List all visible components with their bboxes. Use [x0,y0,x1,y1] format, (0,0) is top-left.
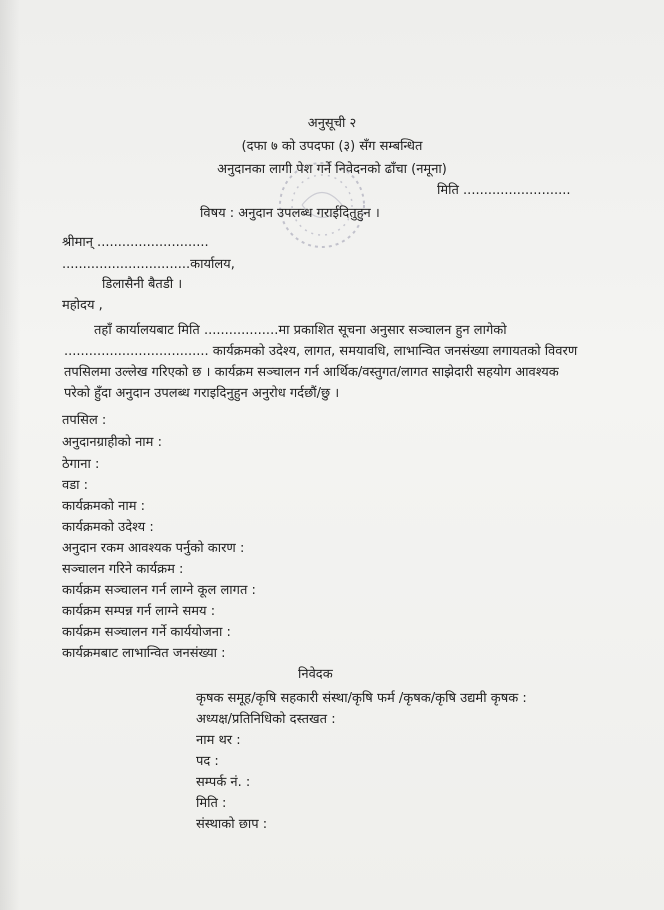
applicant-field: नाम थर : [196,733,241,748]
body-paragraph [64,320,584,404]
details-field: कार्यक्रम सञ्चालन गर्न लाग्ने कूल लागत : [62,583,256,598]
applicant-field: सम्पर्क नं. : [196,775,251,790]
applicant-field: संस्थाको छाप : [196,817,268,832]
annex-subtitle: (दफा ७ को उपदफा (३) सँग सम्बन्धित [241,139,423,154]
place-line: डिलासैनी बैतडी । [102,277,183,292]
details-field: कार्यक्रम सम्पन्न गर्न लाग्ने समय : [62,604,216,619]
salutation: श्रीमान् ........................... [62,235,209,250]
subject-line: विषय : अनुदान उपलब्ध गराईदितुहुन । [200,206,380,221]
greeting: महोदय , [62,298,103,313]
details-field: वडा : [62,478,89,493]
body-text: तहाँ कार्यालयबाट मिति ..................मा प्रकाशित सूचना अनुसार सञ्चालन हुन लागेको ................................... कार्यक्रमको उदेश्य, लागत, समयावधि, लाभान्वित जनसंख्या लगायतको विवरण तपसिलमा उल्लेख गरिएको छ । कार्यक्रम सञ्चालन गर्न आर्थिक/वस्तुगत/लागत साझेदारी सहयोग आवश्यक परेको हुँदा अनुदान उपलब्ध गराइदिनुहुन अनुरोध गर्दछौं/छु । [64,323,578,401]
applicant-field: अध्यक्ष/प्रतिनिधिको दस्तखत : [196,712,336,727]
details-field: ठेगाना : [62,457,100,472]
details-field: अनुदानग्राहीको नाम : [62,435,162,450]
details-field: कार्यक्रमको उदेश्य : [62,520,154,535]
office-line: ...............................कार्यालय, [62,257,235,272]
details-field: अनुदान रकम आवश्यक पर्नुको कारण : [62,541,245,556]
scan-shadow [0,0,20,910]
details-heading: तपसिल : [62,413,107,428]
applicant-field: पद : [196,754,219,769]
details-field: कार्यक्रम सञ्चालन गर्ने कार्ययोजना : [62,625,231,640]
details-field: कार्यक्रमबाट लाभान्वित जनसंख्या : [62,646,226,661]
details-field: कार्यक्रमको नाम : [62,499,146,514]
details-field: सञ्चालन गरिने कार्यक्रम : [62,562,184,577]
date-line: मिति .......................... [437,183,571,198]
applicant-heading: निवेदक [298,667,333,682]
applicant-field: मिति : [196,796,227,811]
form-title: अनुदानका लागी पेश गर्ने निवेदनको ढाँचा (नमूना) [217,162,447,177]
applicant-field: कृषक समूह/कृषि सहकारी संस्था/कृषि फर्म /कृषक/कृषि उद्यमी कृषक : [196,691,527,706]
annex-title: अनुसूची २ [307,116,357,131]
